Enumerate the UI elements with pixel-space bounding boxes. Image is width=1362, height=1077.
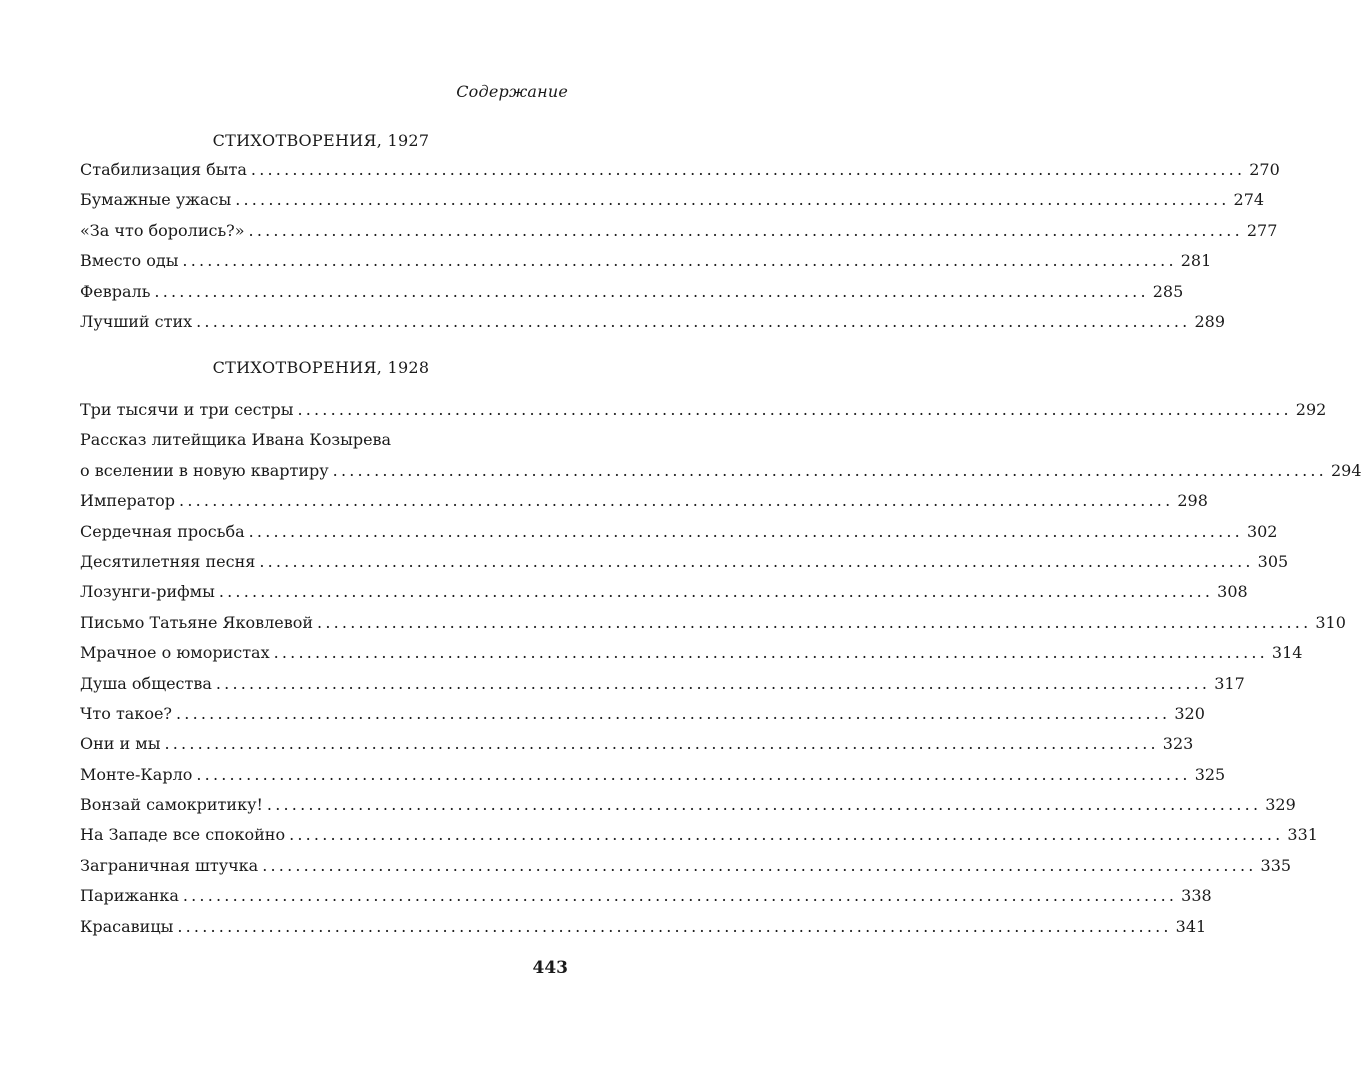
toc-entry-page: 289	[1194, 311, 1225, 331]
toc-entry	[80, 517, 1278, 547]
dot-leader: ........................................................................................................................	[289, 825, 1284, 845]
toc-entry-title: Монте-Карло	[80, 764, 193, 784]
toc-entry-title: Сердечная просьба	[80, 521, 245, 541]
toc-entry-title: Император	[80, 491, 176, 511]
dot-leader: ........................................................................................................................	[182, 886, 1178, 906]
toc-entry	[80, 425, 562, 455]
toc-entry-title: Вонзай самокритику!	[80, 795, 263, 815]
dot-leader: ........................................................................................................................	[248, 521, 1243, 541]
toc-entry-page: 305	[1257, 551, 1289, 571]
toc-entry	[80, 851, 1292, 881]
toc-entry-title: Десятилетняя песня	[80, 551, 256, 571]
toc-entry	[80, 699, 1205, 729]
toc-entry	[80, 547, 1289, 577]
toc-entry-page: 314	[1271, 643, 1303, 663]
toc-entry	[80, 486, 1208, 516]
toc-entry-page: 285	[1152, 281, 1184, 301]
toc-entry-title: Заграничная штучка	[80, 855, 259, 875]
toc-list-1927	[80, 155, 1280, 337]
toc-entry-title: Февраль	[80, 281, 151, 301]
toc-entry-page: 292	[1295, 400, 1327, 419]
toc-entry-page: 274	[1233, 190, 1265, 210]
dot-leader: ........................................................................................................................	[266, 795, 1262, 815]
dot-leader: ........................................................................................................................	[177, 916, 1172, 936]
dot-leader: ........................................................................................................................	[332, 460, 1327, 480]
toc-entry-title: Красавицы	[80, 916, 174, 936]
dot-leader: ........................................................................................................................	[317, 612, 1312, 632]
toc-entry	[80, 760, 1226, 790]
toc-entry	[80, 395, 1327, 425]
toc-entry	[80, 729, 1194, 759]
toc-entry-page: 317	[1214, 673, 1245, 693]
toc-entry-page: 331	[1287, 825, 1318, 845]
toc-entry-page: 341	[1175, 916, 1207, 936]
toc-entry-page: 277	[1246, 220, 1278, 240]
toc-entry	[80, 216, 1278, 246]
toc-entry	[80, 155, 1280, 185]
dot-leader: ........................................................................................................................	[297, 400, 1292, 419]
toc-entry	[80, 456, 1362, 486]
dot-leader: ........................................................................................................................	[259, 551, 1254, 571]
section-heading-1928: СТИХОТВОРЕНИЯ, 1928	[212, 358, 430, 377]
dot-leader: ........................................................................................................................	[196, 311, 1191, 331]
toc-entry-page: 325	[1194, 764, 1226, 784]
toc-entry-title: Мрачное о юмористах	[80, 643, 270, 663]
toc-entry-title: Вместо оды	[80, 251, 179, 271]
dot-leader: ........................................................................................................................	[196, 764, 1191, 784]
dot-leader: ........................................................................................................................	[235, 190, 1230, 210]
toc-entry	[80, 185, 1265, 215]
toc-entry	[80, 577, 1248, 607]
toc-entry-page: 323	[1162, 734, 1194, 754]
toc-entry-title: Рассказ литейщика Ивана Козырева	[80, 430, 392, 450]
toc-entry-title: Лозунги-рифмы	[80, 582, 215, 602]
dot-leader: ........................................................................................................................	[176, 703, 1171, 723]
toc-entry-title: На Западе все спокойно	[80, 825, 286, 845]
toc-entry-title: Что такое?	[80, 703, 173, 723]
toc-entry-title: Лучший стих	[80, 311, 193, 331]
toc-list-1928	[80, 395, 1362, 942]
toc-entry	[80, 820, 1318, 850]
dot-leader: ........................................................................................................................	[262, 855, 1257, 875]
toc-entry-title: Парижанка	[80, 886, 179, 906]
dot-leader: ........................................................................................................................	[154, 281, 1149, 301]
toc-entry-title: Письмо Татьяне Яковлевой	[80, 612, 314, 632]
toc-entry	[80, 638, 1303, 668]
toc-entry-title: Бумажные ужасы	[80, 190, 232, 210]
toc-entry-title: Стабилизация быта	[80, 160, 247, 179]
toc-entry-page: 329	[1265, 795, 1296, 815]
toc-entry-title: Три тысячи и три сестры	[80, 400, 294, 419]
toc-entry-page: 281	[1180, 251, 1212, 271]
toc-entry	[80, 669, 1245, 699]
toc-entry-page: 320	[1174, 703, 1205, 723]
toc-entry	[80, 790, 1296, 820]
toc-entry-page: 270	[1249, 160, 1280, 179]
toc-entry	[80, 246, 1212, 276]
section-heading-1927: СТИХОТВОРЕНИЯ, 1927	[212, 131, 430, 150]
toc-entry	[80, 881, 1212, 911]
page-number: 443	[532, 958, 568, 978]
dot-leader: ........................................................................................................................	[182, 251, 1177, 271]
dot-leader: ........................................................................................................................	[215, 673, 1211, 693]
toc-entry-page: 302	[1246, 521, 1278, 541]
toc-entry-page: 310	[1315, 612, 1346, 632]
toc-entry-page: 308	[1217, 582, 1248, 602]
toc-entry-title: о вселении в новую квартиру	[80, 460, 329, 480]
running-head: Содержание	[456, 82, 568, 101]
dot-leader: ........................................................................................................................	[218, 582, 1214, 602]
toc-entry-page: 338	[1181, 886, 1212, 906]
toc-entry-title: Душа общества	[80, 673, 212, 693]
toc-entry-page: 294	[1330, 460, 1362, 480]
toc-entry	[80, 277, 1184, 307]
toc-entry	[80, 608, 1346, 638]
dot-leader: ........................................................................................................................	[179, 491, 1174, 511]
toc-entry-title: «За что боролись?»	[80, 220, 245, 240]
dot-leader: ........................................................................................................................	[273, 643, 1268, 663]
dot-leader: ........................................................................................................................	[250, 160, 1246, 179]
dot-leader: ........................................................................................................................	[248, 220, 1243, 240]
dot-leader: ........................................................................................................................	[164, 734, 1159, 754]
toc-entry	[80, 912, 1207, 942]
toc-entry	[80, 307, 1225, 337]
toc-entry-page: 298	[1177, 491, 1208, 511]
toc-entry-page: 335	[1260, 855, 1292, 875]
toc-entry-title: Они и мы	[80, 734, 161, 754]
